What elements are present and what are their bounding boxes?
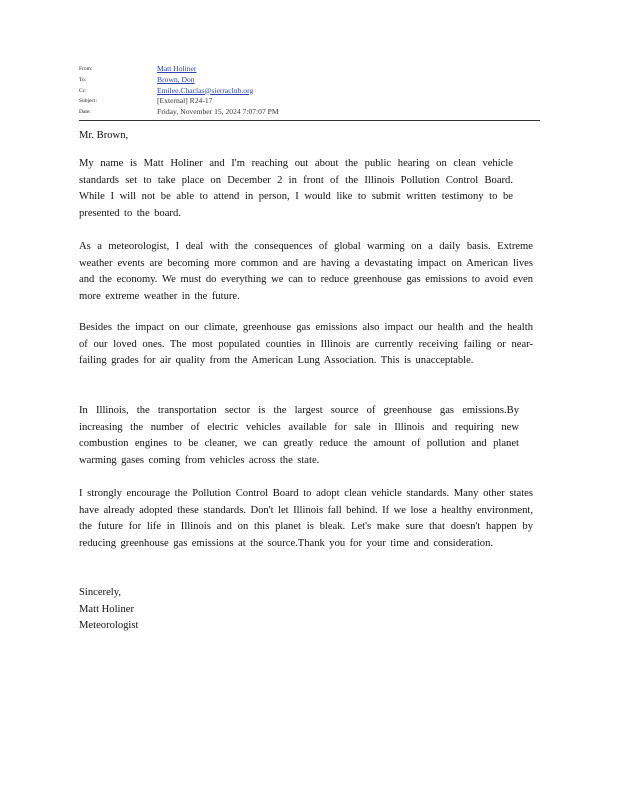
from-label: From: <box>79 66 93 72</box>
greeting: Mr. Brown, <box>79 130 129 141</box>
date-row <box>79 107 540 118</box>
paragraph-2: As a meteorologist, I deal with the consequences of global warming on a daily basis. Extreme weather events are becoming more common and are having a devastating impact on American lives and the economy. We must do everything we can to reduce greenhouse gas emissions to avoid even more extreme weather in the future. <box>79 241 533 302</box>
paragraph-1: My name is Matt Holiner and I'm reaching out about the public hearing on clean vehicle standards set to take place on December 2 in front of the Illinois Pollution Control Board. While I will not be able to attend in person, I would like to submit written testimony to be presented to the board. <box>79 158 513 219</box>
signer-title: Meteorologist <box>79 620 139 632</box>
email-header <box>79 64 540 118</box>
from-link[interactable]: Matt Holiner <box>157 64 197 73</box>
paragraph-5: I strongly encourage the Pollution Control Board to adopt clean vehicle standards. Many other states have already adopted these standards. Don't let Illinois fall behind. If we lose a healthy environment, the future for life in Illinois and on this planet is bleak. Let's make sure that doesn't happen by reducing greenhouse gas emissions at the source.Thank you for your time and consideration. <box>79 488 533 549</box>
subject-value: [External] R24-17 <box>157 96 213 106</box>
subject-row <box>79 96 540 107</box>
date-value: Friday, November 15, 2024 7:07:07 PM <box>157 107 279 117</box>
paragraph-4: In Illinois, the transportation sector is the largest source of greenhouse gas emissions.By increasing the number of electric vehicles available for sale in Illinois and requiring new combustion engines to be cleaner, we can greatly reduce the amount of pollution and planet warming gases coming from vehicles across the state. <box>79 405 519 466</box>
to-row <box>79 75 540 86</box>
subject-label: Subject: <box>79 98 98 105</box>
cc-row <box>79 86 540 97</box>
to-link[interactable]: Brown, Don <box>157 74 195 84</box>
cc-link[interactable]: Emilee.Chaclas@sierraclub.org <box>157 85 254 95</box>
date-label: Date: <box>79 109 91 116</box>
closing: Sincerely, <box>79 587 121 598</box>
signer-name: Matt Holiner <box>79 603 135 615</box>
signature-block <box>79 585 138 635</box>
header-divider <box>79 120 540 121</box>
cc-label: Cc: <box>79 87 87 94</box>
from-row <box>79 64 540 75</box>
paragraph-3: Besides the impact on our climate, greenhouse gas emissions also impact our health and the health of our loved ones. The most populated counties in Illinois are currently receiving failing or near-failing grades for air quality from the American Lung Association. This is unacceptable. <box>79 322 533 367</box>
to-label: To: <box>79 76 87 83</box>
